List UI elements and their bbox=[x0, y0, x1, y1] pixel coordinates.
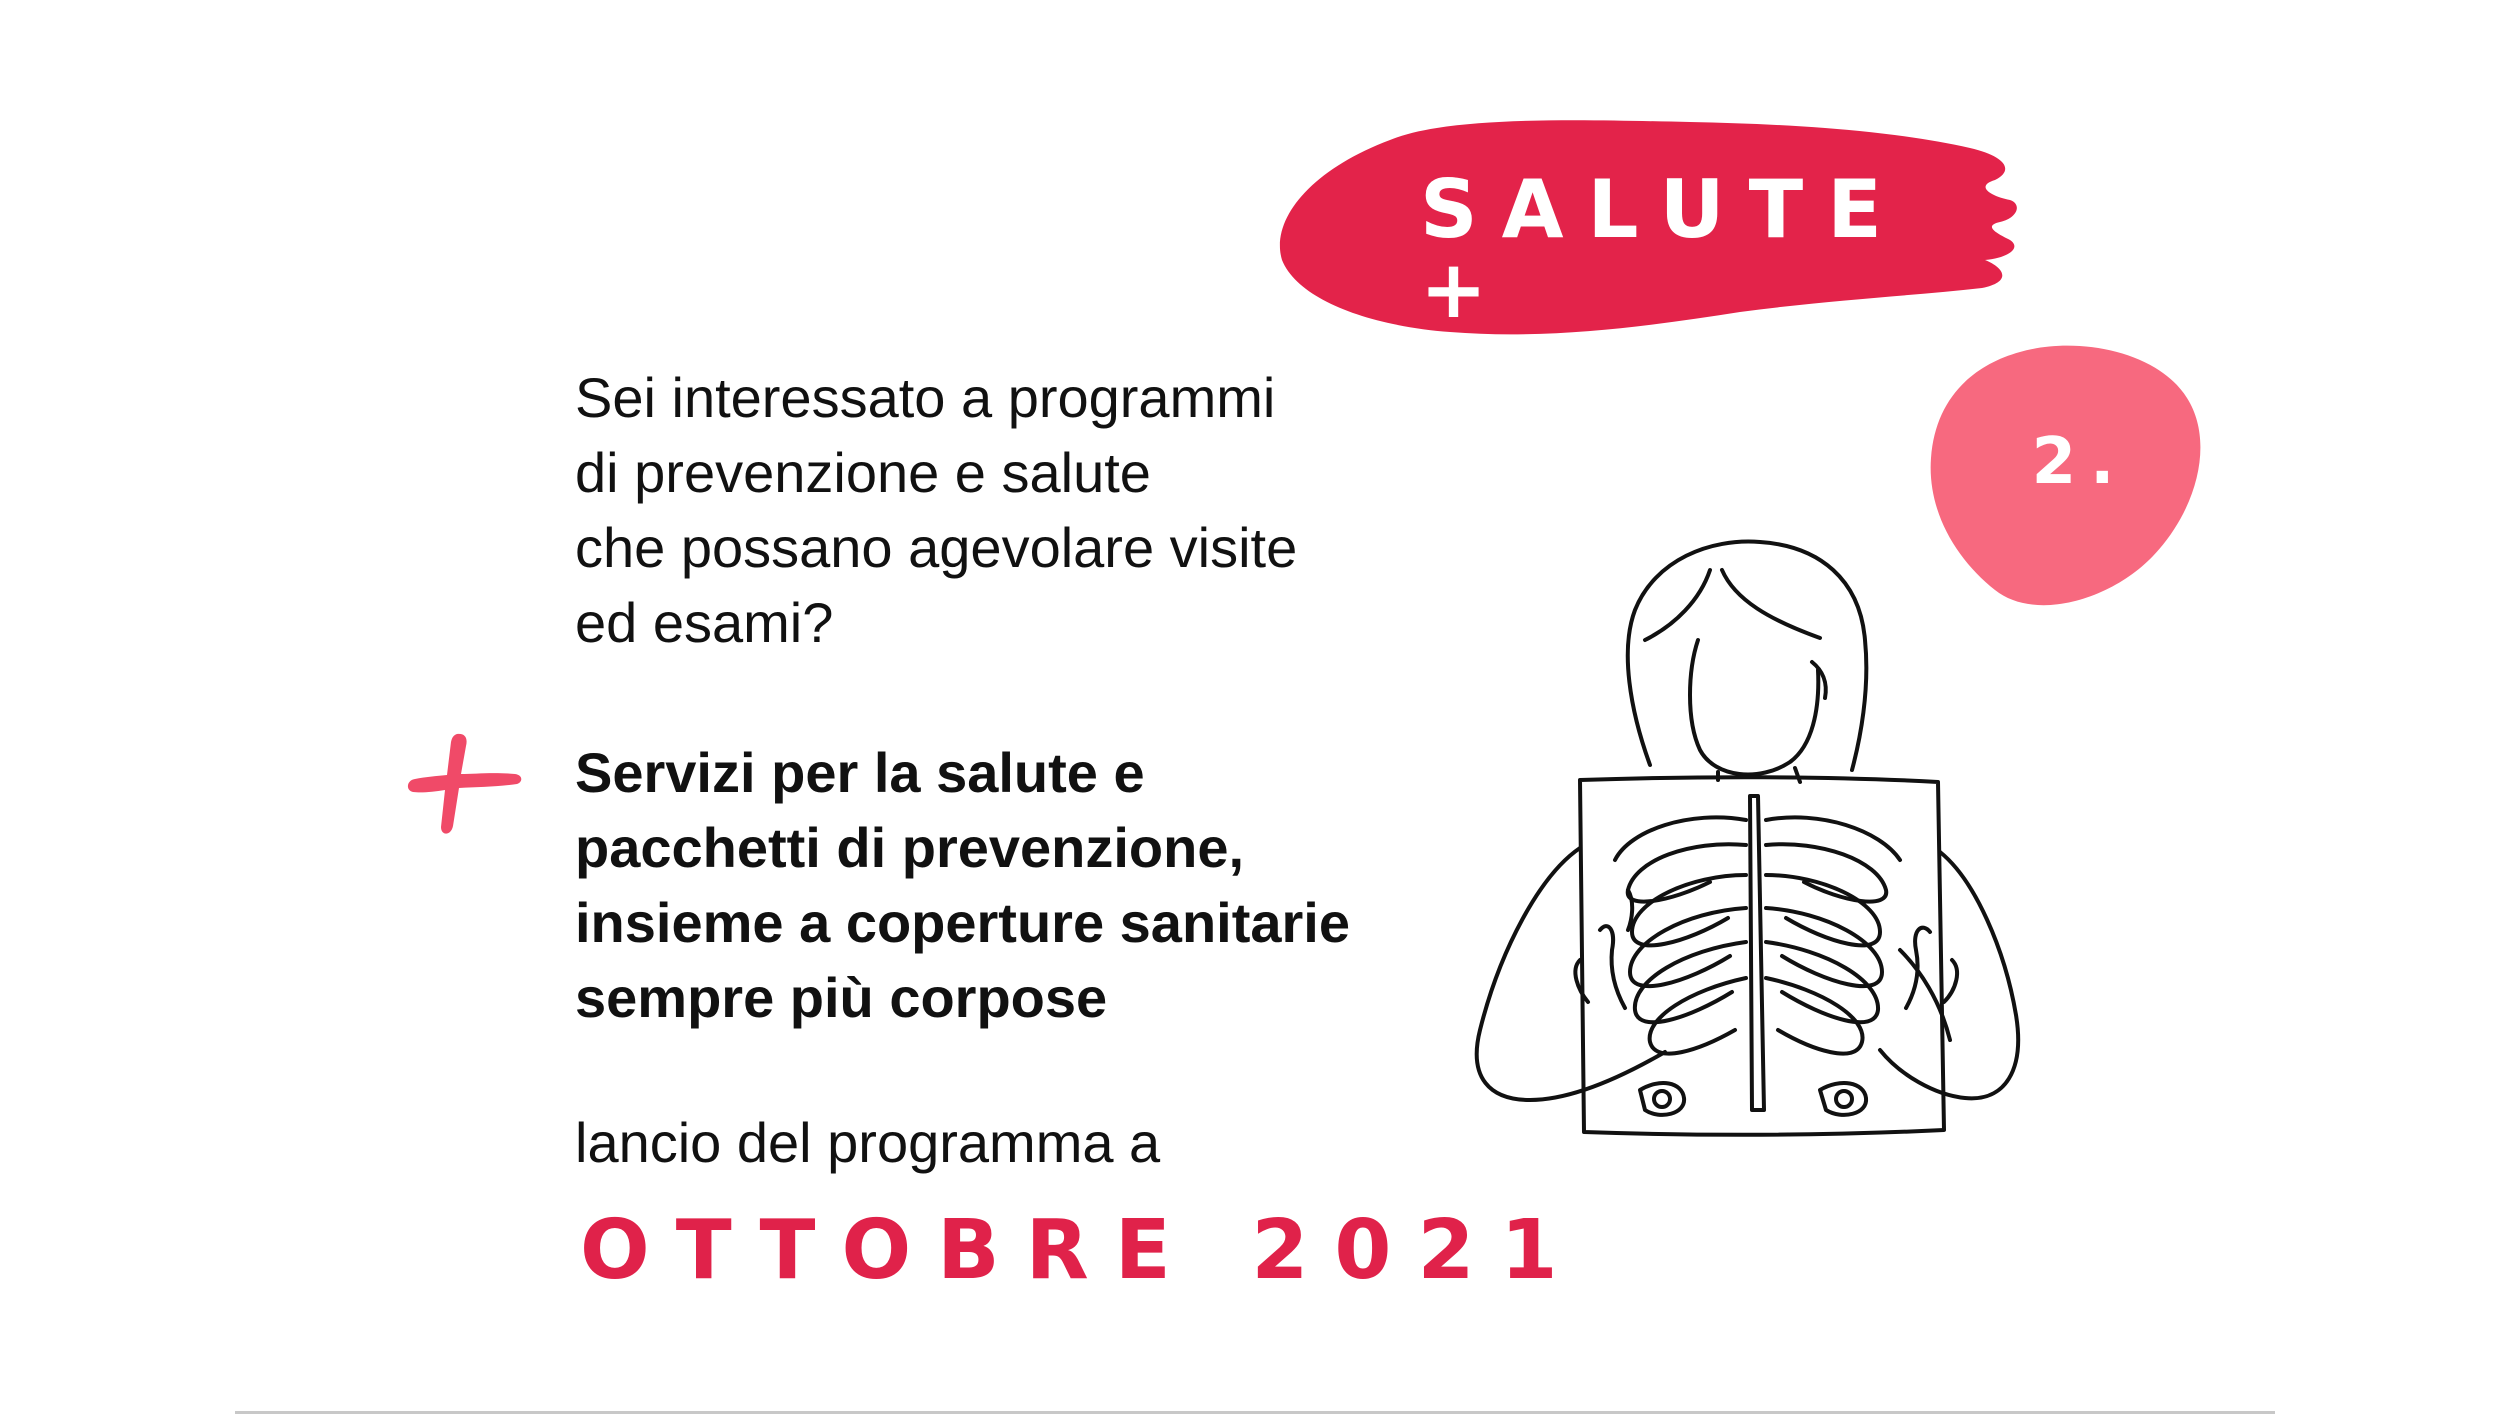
step-number: 2. bbox=[2031, 425, 2129, 499]
launch-text: lancio del programma a bbox=[575, 1111, 1161, 1174]
question-paragraph bbox=[575, 360, 1475, 660]
answer-line: pacchetti di prevenzione, bbox=[575, 816, 1245, 879]
woman-holding-chest-xray-icon bbox=[1460, 530, 2080, 1150]
answer-paragraph bbox=[575, 735, 1475, 1035]
plus-icon bbox=[405, 730, 530, 840]
question-line: Sei interessato a programmi bbox=[575, 366, 1276, 429]
question-line: di prevenzione e salute bbox=[575, 441, 1151, 504]
question-line: ed esami? bbox=[575, 591, 834, 654]
bottom-divider bbox=[235, 1411, 2275, 1414]
answer-line: insieme a coperture sanitarie bbox=[575, 891, 1351, 954]
answer-line: sempre più corpose bbox=[575, 966, 1108, 1029]
badge-label: SALUTE + bbox=[1420, 163, 1906, 336]
launch-date: OTTOBRE 2021 bbox=[580, 1203, 1584, 1298]
answer-line: Servizi per la salute e bbox=[575, 741, 1145, 804]
question-line: che possano agevolare visite bbox=[575, 516, 1298, 579]
